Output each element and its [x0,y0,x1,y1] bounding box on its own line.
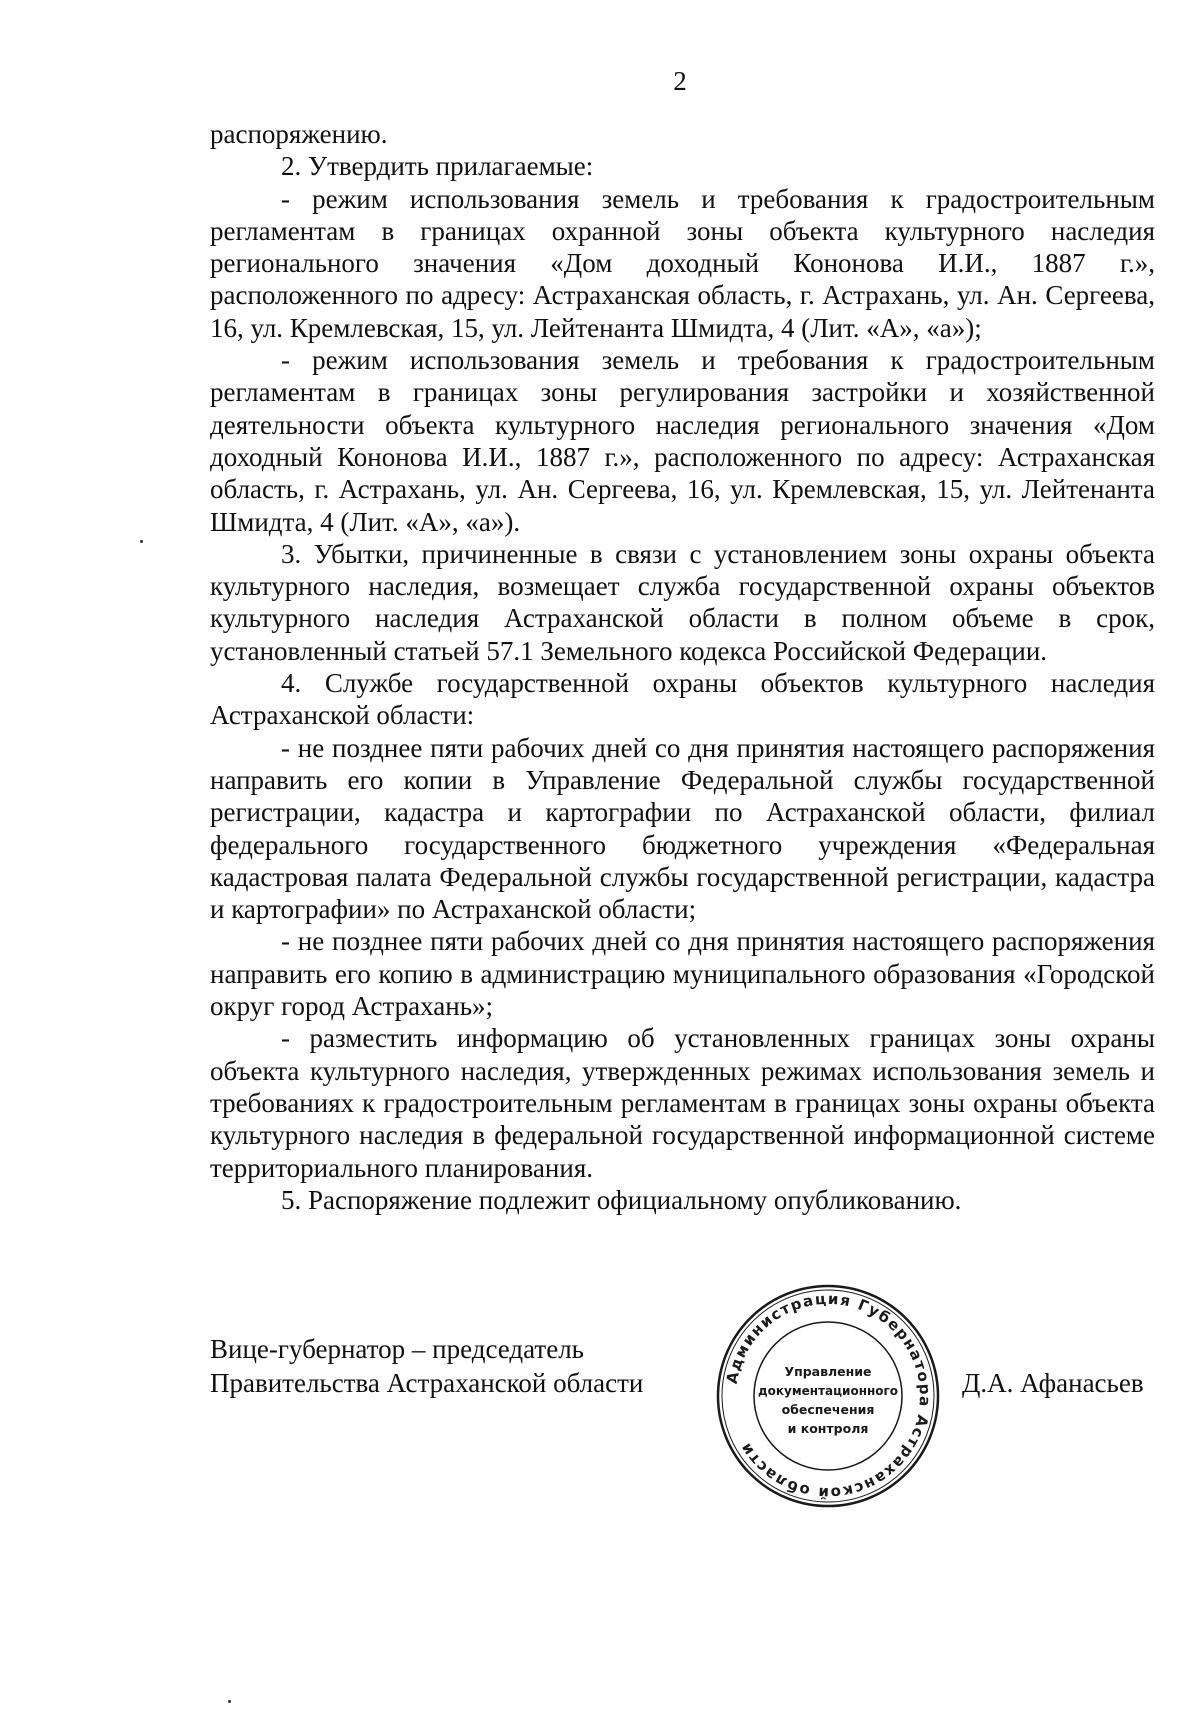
official-seal-stamp [713,1281,943,1511]
paragraph-continuation: распоряжению. [210,119,388,149]
scan-artifact-dot [140,540,143,543]
paragraph-item-2: 2. Утвердить прилагаемые: [281,151,594,182]
signatory-name: Д.А. Афанасьев [962,1368,1144,1398]
stamp-center-line-2: документационного [757,1384,899,1398]
stamp-center-line-4: и контроля [787,1421,869,1436]
signatory-title-line-2: Правительства Астраханской области [210,1368,644,1398]
stamp-center-line-1: Управление [784,1364,872,1379]
signatory-title [210,1332,670,1400]
paragraph-item-5: 5. Распоряжение подлежит официальному опубликованию. [281,1184,962,1215]
paragraph-item-4-dash-2: - не позднее пяти рабочих дней со дня принятия настоящего распоряжения направить его копию в администрацию муниципального образования «Городской округ город Астрахань»; [210,926,1155,1022]
paragraph-item-2-dash-1: - режим использования земель и требования к градостроительным регламентам в границах охранной зоны объекта культурного наследия регионального значения «Дом доходный Кононова И.И., 1887 г.», расположенного по адресу: Астраханская область, г. Астрахань, ул. Ан. Сергеева, 16, ул. Кремлевская, 15, ул. Лейтенанта Шмидта, 4 (Лит. «А», «а»); [210,183,1155,343]
scan-artifact-dot [228,1700,231,1703]
page-number: 2 [673,66,687,96]
document-body [210,118,1155,1216]
paragraph-item-3: 3. Убытки, причиненные в связи с установлением зоны охраны объекта культурного наследия, возмещает служба государственной охраны объектов культурного наследия Астраханской области в полном объеме в срок, установленный статьей 57.1 Земельного кодекса Российской Федерации. [210,538,1155,666]
stamp-ring-textpath: Администрация Губернатора Астраханской области [722,1289,935,1503]
signatory-title-line-1: Вице-губернатор – председатель [210,1334,584,1364]
stamp-graphic [713,1281,943,1511]
paragraph-item-4: 4. Службе государственной охраны объектов культурного наследия Астраханской области: [210,668,1155,731]
paragraph-item-4-dash-1: - не позднее пяти рабочих дней со дня принятия настоящего распоряжения направить его копии в Управление Федеральной службы государственной регистрации, кадастра и картографии по Астраханской области, филиал федерального государственного бюджетного учреждения «Федеральная кадастровая палата Федеральной службы государственной регистрации, кадастра и картографии» по Астраханской области; [210,732,1155,925]
paragraph-item-4-dash-3: - разместить информацию об установленных границах зоны охраны объекта культурного наследия, утвержденных режимах использования земель и требованиях к градостроительным регламентам в границах зоны охраны объекта культурного наследия в федеральной государственной информационной системе территориального планирования. [210,1023,1155,1183]
paragraph-item-2-dash-2: - режим использования земель и требования к градостроительным регламентам в границах зоны регулирования застройки и хозяйственной деятельности объекта культурного наследия регионального значения «Дом доходный Кононова И.И., 1887 г.», расположенного по адресу: Астраханская область, г. Астрахань, ул. Ан. Сергеева, 16, ул. Кремлевская, 15, ул. Лейтенанта Шмидта, 4 (Лит. «А», «а»). [210,345,1155,537]
stamp-center-line-3: обеспечения [781,1402,875,1417]
